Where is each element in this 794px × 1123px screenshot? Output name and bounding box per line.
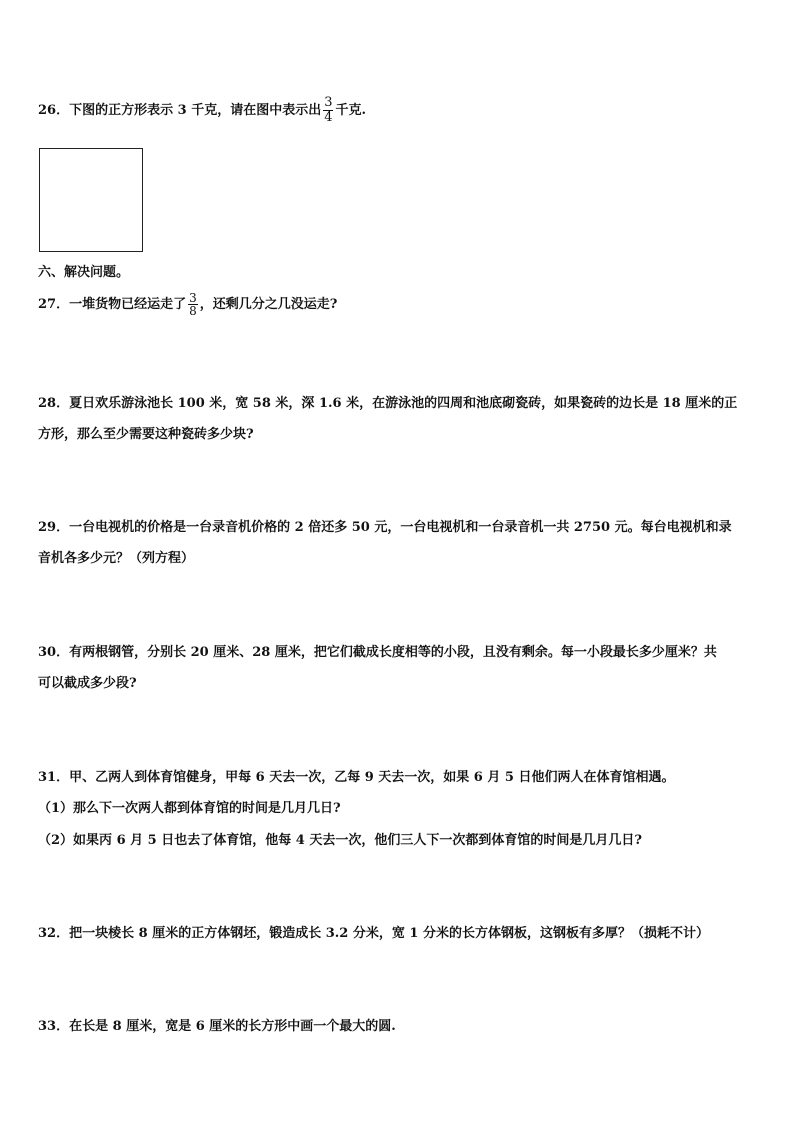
q26-suffix: 千克. [335,103,367,118]
fraction-three-eighths [188,292,198,317]
q26-fraction-numerator: 3 [324,95,333,110]
question-30-line2: 可以截成多少段? [38,676,137,691]
square-figure [39,148,143,252]
question-30-line1: 30．有两根钢管，分别长 20 厘米、28 厘米，把它们截成长度相等的小段，且没有剩余。每一小段最长多少厘米？共 [38,645,717,660]
q27-fraction-numerator: 3 [189,291,197,305]
question-32: 32．把一块棱长 8 厘米的正方体钢坯，锻造成长 3.2 分米，宽 1 分米的长方体钢板，这钢板有多厚？（损耗不计） [38,926,709,941]
question-33: 33．在长是 8 厘米，宽是 6 厘米的长方形中画一个最大的圆. [38,1019,396,1034]
q26-fraction-denominator: 4 [324,110,333,125]
question-29-line2: 音机各多少元？（列方程） [38,551,195,566]
section-heading: 六、解决问题。 [38,265,130,280]
fraction-three-quarters [323,96,333,125]
question-31-sub2: （2）如果丙 6 月 5 日也去了体育馆，他每 4 天去一次，他们三人下一次都到体育馆的时间是几月几日? [38,833,642,848]
question-31-sub1: （1）那么下一次两人都到体育馆的时间是几月几日? [38,801,341,816]
question-26 [38,96,366,125]
question-27 [38,292,337,317]
q27-suffix: ，还剩几分之几没运走? [199,297,338,312]
question-31-line1: 31．甲、乙两人到体育馆健身，甲每 6 天去一次，乙每 9 天去一次，如果 6 月 5 日他们两人在体育馆相遇。 [38,770,675,785]
question-28-line2: 方形，那么至少需要这种瓷砖多少块? [38,427,254,442]
q26-prefix: 26．下图的正方形表示 3 千克，请在图中表示出 [38,103,322,118]
q27-prefix: 27．一堆货物已经运走了 [38,297,187,312]
q27-fraction-denominator: 8 [189,304,197,318]
question-29-line1: 29．一台电视机的价格是一台录音机价格的 2 倍还多 50 元，一台电视机和一台录音机一共 2750 元。每台电视机和录 [38,520,732,535]
question-28-line1: 28．夏日欢乐游泳池长 100 米，宽 58 米，深 1.6 米，在游泳池的四周和池底砌瓷砖，如果瓷砖的边长是 18 厘米的正 [38,396,738,411]
